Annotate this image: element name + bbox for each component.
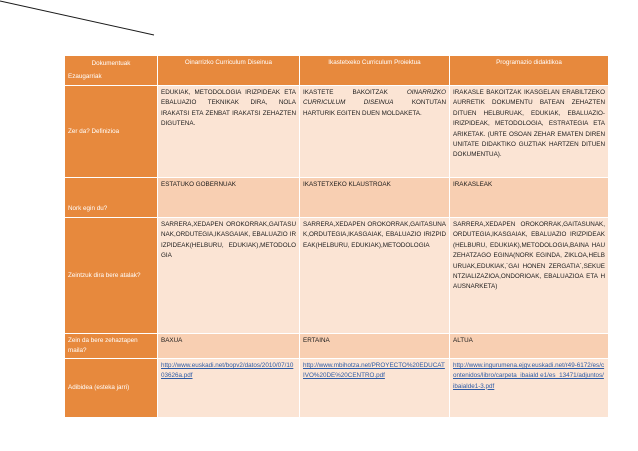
table-row-maila bbox=[65, 334, 609, 359]
cell-definizioa-programazioa: IRAKASLE BAKOITZAK IKASGELAN ERABILTZEKO AURRETIK DOKUMENTU BATEAN ZEHAZTEN DITUEN HELBURUAK, EDUKIAK, EBALUAZIO-IRIZPIDEAK, METODOLOGIA, ESTRATEGIA ETA ARIKETAK. (URTE OSOAN ZEHAR EMATEN DIREN UNITATE DIDAKTIKO GUZTIAK HARTZEN DITUEN DOKUMENTUA). bbox=[450, 86, 609, 178]
cell-adibidea-icp bbox=[300, 358, 450, 417]
link-icp-pdf[interactable]: http://www.mbihotza.net/PROYECTO%20EDUCATIVO%20DE%20CENTRO.pdf bbox=[303, 361, 445, 380]
diagonal-border-line bbox=[0, 0, 160, 45]
comparison-table bbox=[64, 55, 609, 418]
link-ocd-pdf[interactable]: http://www.euskadi.net/bopv2/datos/2010/07/1003626a.pdf bbox=[161, 361, 294, 380]
header-corner-cell bbox=[65, 56, 158, 86]
row-label-atalak: Zeintzuk dira bere atalak? bbox=[65, 218, 158, 334]
cell-nork-programazioa: IRAKASLEAK bbox=[450, 178, 609, 218]
cell-definizioa-icp-part3: KONTUTAN HARTURIK EGITEN DUEN MOLDAKETA. bbox=[303, 99, 446, 117]
header-row bbox=[65, 56, 609, 86]
cell-nork-ocd: ESTATUKO GOBERNUAK bbox=[158, 178, 300, 218]
cell-definizioa-ocd: EDUKIAK, METODOLOGIA IRIZPIDEAK ETA EBALUAZIO TEKNIKAK DIRA, NOLA IRAKATSI ETA ZENBAT IRAKATSI ZEHAZTEN DIGUTENA. bbox=[158, 86, 300, 178]
cell-maila-ocd: BAXUA bbox=[158, 334, 300, 359]
cell-atalak-ocd: SARRERA,XEDAPEN OROKORRAK,GAITASUNAK,ORDUTEGIA,IKASGAIAK, EBALUAZIO IRIZPIDEAK(HELBURU, EDUKIAK),METODOLOGIA bbox=[158, 218, 300, 334]
table-row-atalak bbox=[65, 218, 609, 334]
cell-definizioa-icp bbox=[300, 86, 450, 178]
cell-adibidea-ocd bbox=[158, 358, 300, 417]
table-row-definizioa bbox=[65, 86, 609, 178]
cell-nork-icp: IKASTETXEKO KLAUSTROAK bbox=[300, 178, 450, 218]
table-row-adibidea bbox=[65, 358, 609, 417]
cell-atalak-programazioa: SARRERA,XEDAPEN OROKORRAK,GAITASUNAK,ORDUTEGIA,IKASGAIAK, EBALUAZIO IRIZPIDEAK(HELBURU, EDUKIAK),METODOLOGIA,BAINA HAU ZEHATZAGO EGINA(NORK EGINDA, ZIKLOA,HELBURUAK,EDUKIAK,´GAI HONEN ZERGATIA´,SEKUENTZIALIZAZIOA,ONDORIOAK, EBALUAZIOA ETA HAUSNARKETA) bbox=[450, 218, 609, 334]
header-col-icp: Ikastetxeko Curriculum Proiektua bbox=[300, 56, 450, 86]
table-row-nork bbox=[65, 178, 609, 218]
header-col-ocd: Oinarrizko Curriculum Diseinua bbox=[158, 56, 300, 86]
row-label-maila: Zein da bere zehaztapen maila? bbox=[65, 334, 158, 359]
cell-atalak-icp: SARRERA,XEDAPEN OROKORRAK,GAITASUNAK,ORDUTEGIA,IKASGAIAK, EBALUAZIO IRIZPIDEAK(HELBURU, EDUKIAK),METODOLOGIA bbox=[300, 218, 450, 334]
cell-definizioa-icp-part1: IKASTETE BAKOITZAK bbox=[303, 89, 388, 96]
header-ezaugarriak: Ezaugarriak bbox=[68, 73, 102, 81]
header-col-programazioa: Programazio didaktikoa bbox=[450, 56, 609, 86]
cell-maila-icp: ERTAINA bbox=[300, 334, 450, 359]
link-programazioa-pdf[interactable]: http://www.ingurumena.ejgv.euskadi.net/r49-6172/es/contenidos/libro/carpeta_ibaiald e1/es_13471/adjuntos/ibaialde1-3.pdf bbox=[453, 361, 605, 390]
cell-definizioa-icp-part2: OINARRIZKO CURRICULUM DISEINUA bbox=[303, 89, 446, 107]
cell-maila-programazioa: ALTUA bbox=[450, 334, 609, 359]
header-dokumentuak: Dokumentuak bbox=[91, 60, 131, 67]
row-label-definizioa: Zer da? Definizioa bbox=[65, 86, 158, 178]
row-label-nork: Nork egin du? bbox=[65, 178, 158, 218]
row-label-adibidea: Adibidea (esteka jarri) bbox=[65, 358, 158, 417]
cell-adibidea-programazioa bbox=[450, 358, 609, 417]
